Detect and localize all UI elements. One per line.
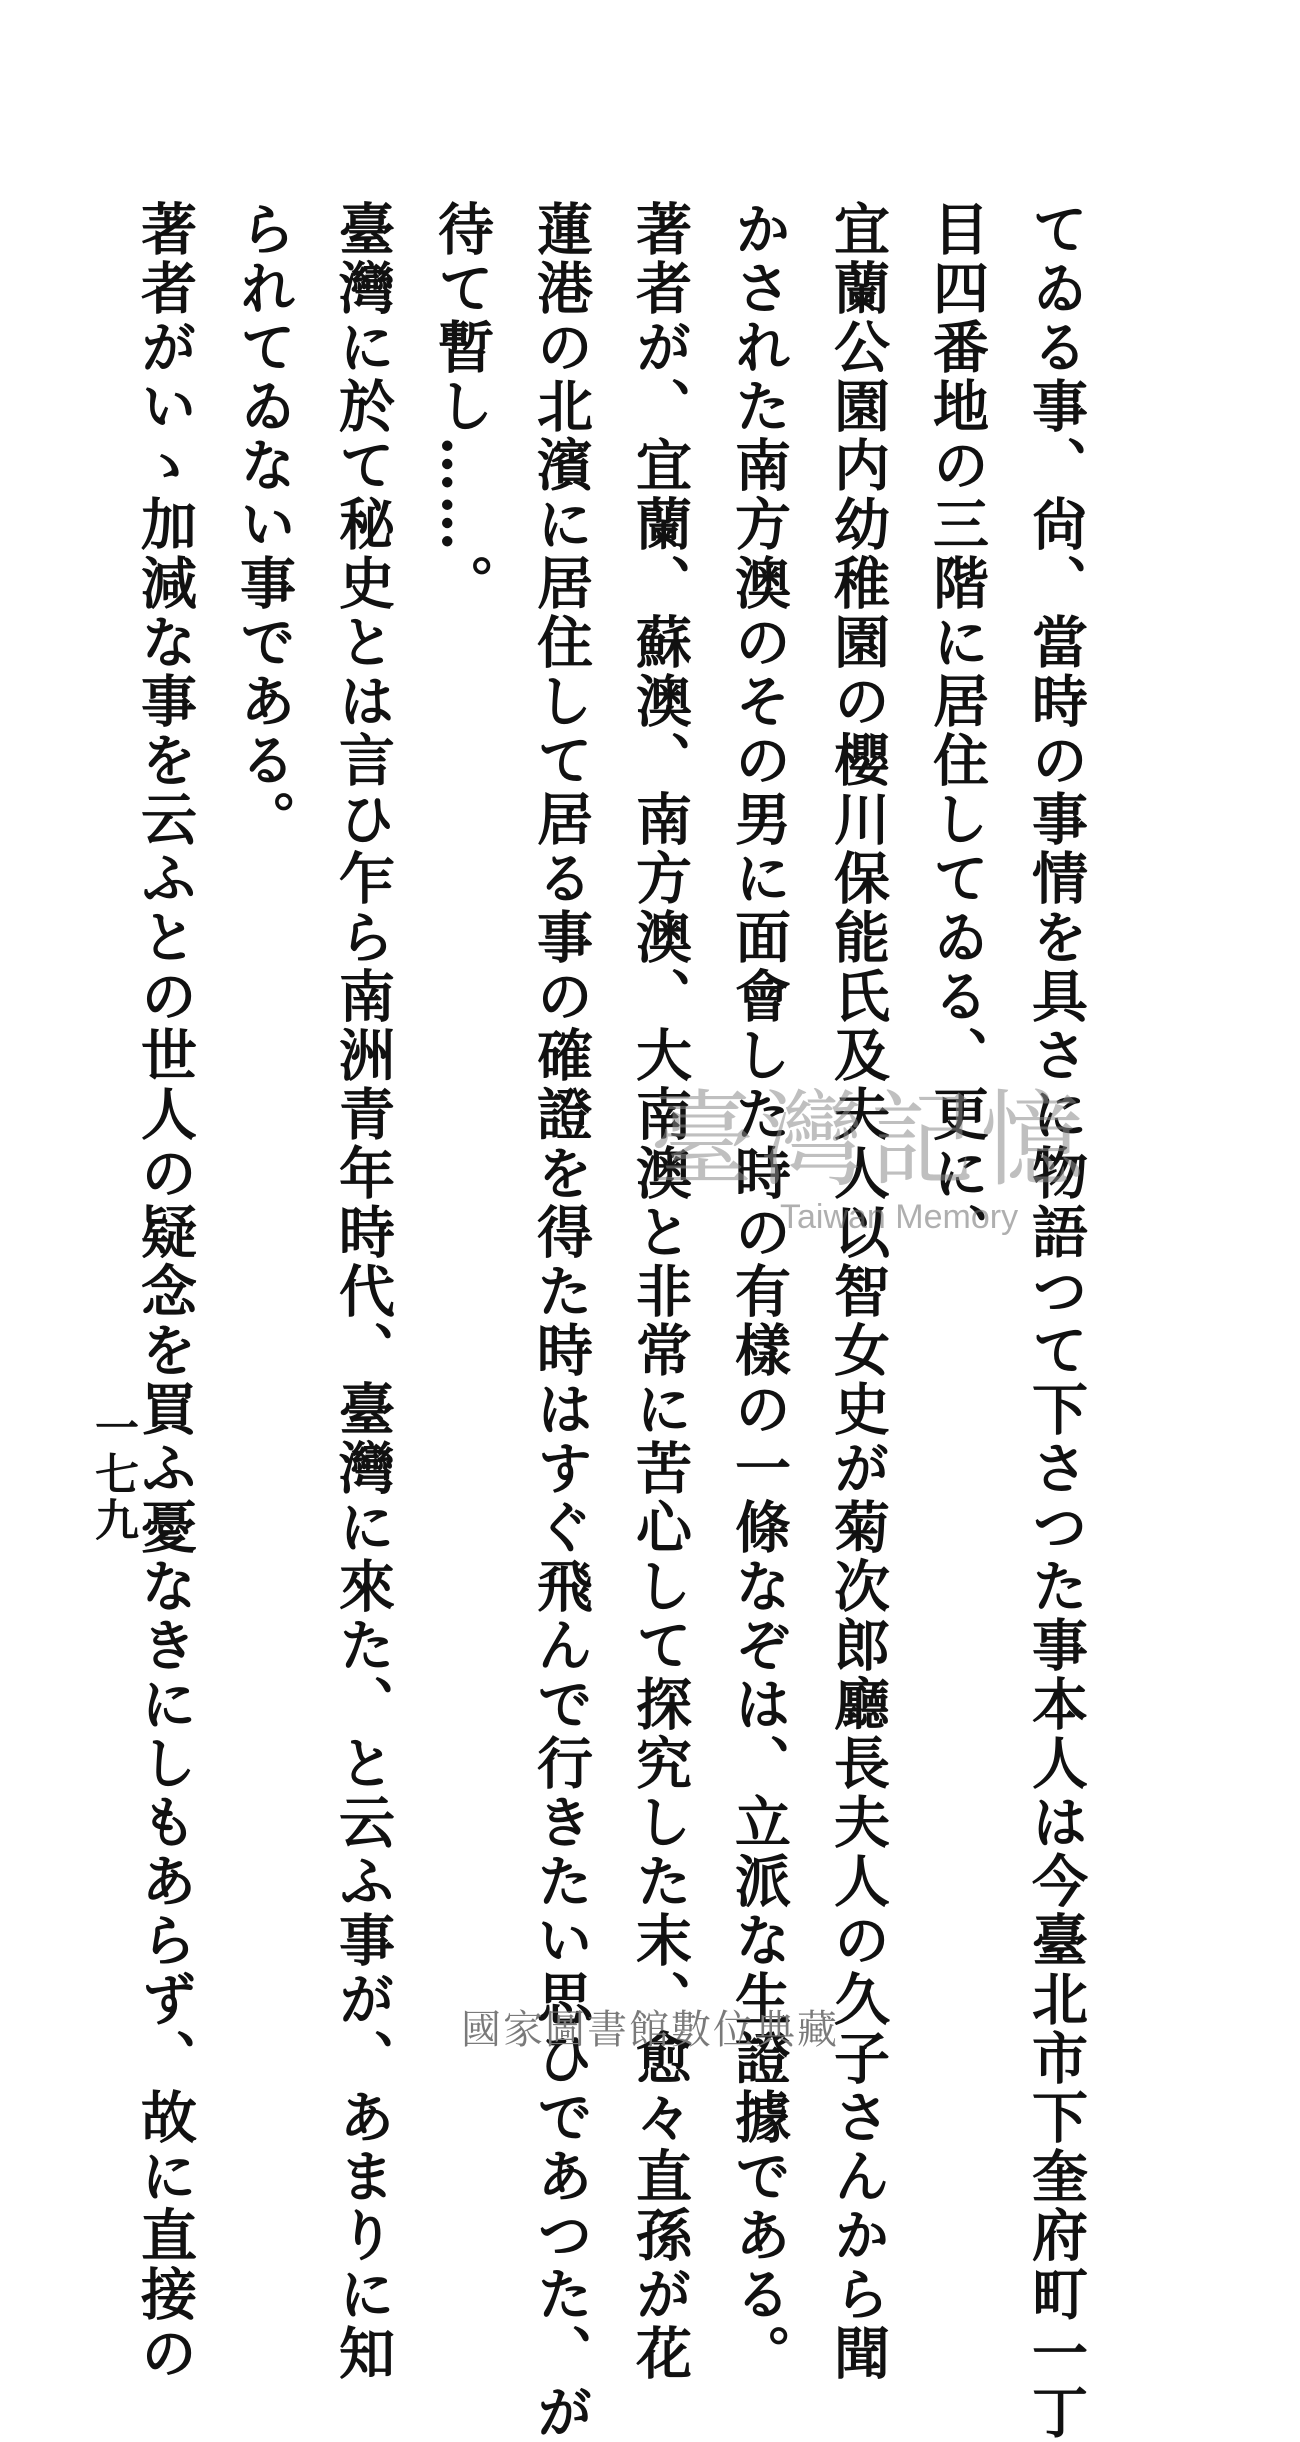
text-line: 目四番地の三階に居住してゐる、更に、	[924, 200, 990, 1262]
text-line: 著者がいゝ加減な事を云ふとの世人の疑念を買ふ憂なきにしもあらず、故に直接の	[132, 200, 198, 2383]
text-line: 宜蘭公園内幼稚園の櫻川保能氏及夫人以智女史が菊次郎廳長夫人の久子さんから聞	[825, 200, 891, 2383]
text-line: 待て暫し……。	[429, 200, 495, 613]
text-line: 著者が、宜蘭、蘇澳、南方澳、大南澳と非常に苦心して探究した末、愈々直孫が花	[627, 200, 693, 2383]
watermark-title: 臺灣記憶	[650, 1079, 1091, 1201]
text-line: 蓮港の北濱に居住して居る事の確證を得た時はすぐ飛んで行きたい思ひであつた、が	[528, 200, 594, 2442]
text-line: られてゐない事である。	[231, 200, 297, 849]
text-line: 臺灣に於て秘史とは言ひ乍ら南洲青年時代、臺灣に來た、と云ふ事が、あまりに知	[330, 200, 396, 2383]
page-number: 一七九	[87, 1405, 138, 1543]
text-line: かされた南方澳のその男に面會した時の有樣の一條なぞは、立派な生證據である。	[726, 200, 792, 2383]
text-line: てゐる事、尙、當時の事情を具さに物語つて下さつた事本人は今臺北市下奎府町一丁	[1023, 200, 1089, 2442]
footer-credit: 國家圖書館數位典藏	[461, 2007, 839, 2053]
watermark-subtitle: Taiwan Memory	[780, 1198, 1019, 1236]
